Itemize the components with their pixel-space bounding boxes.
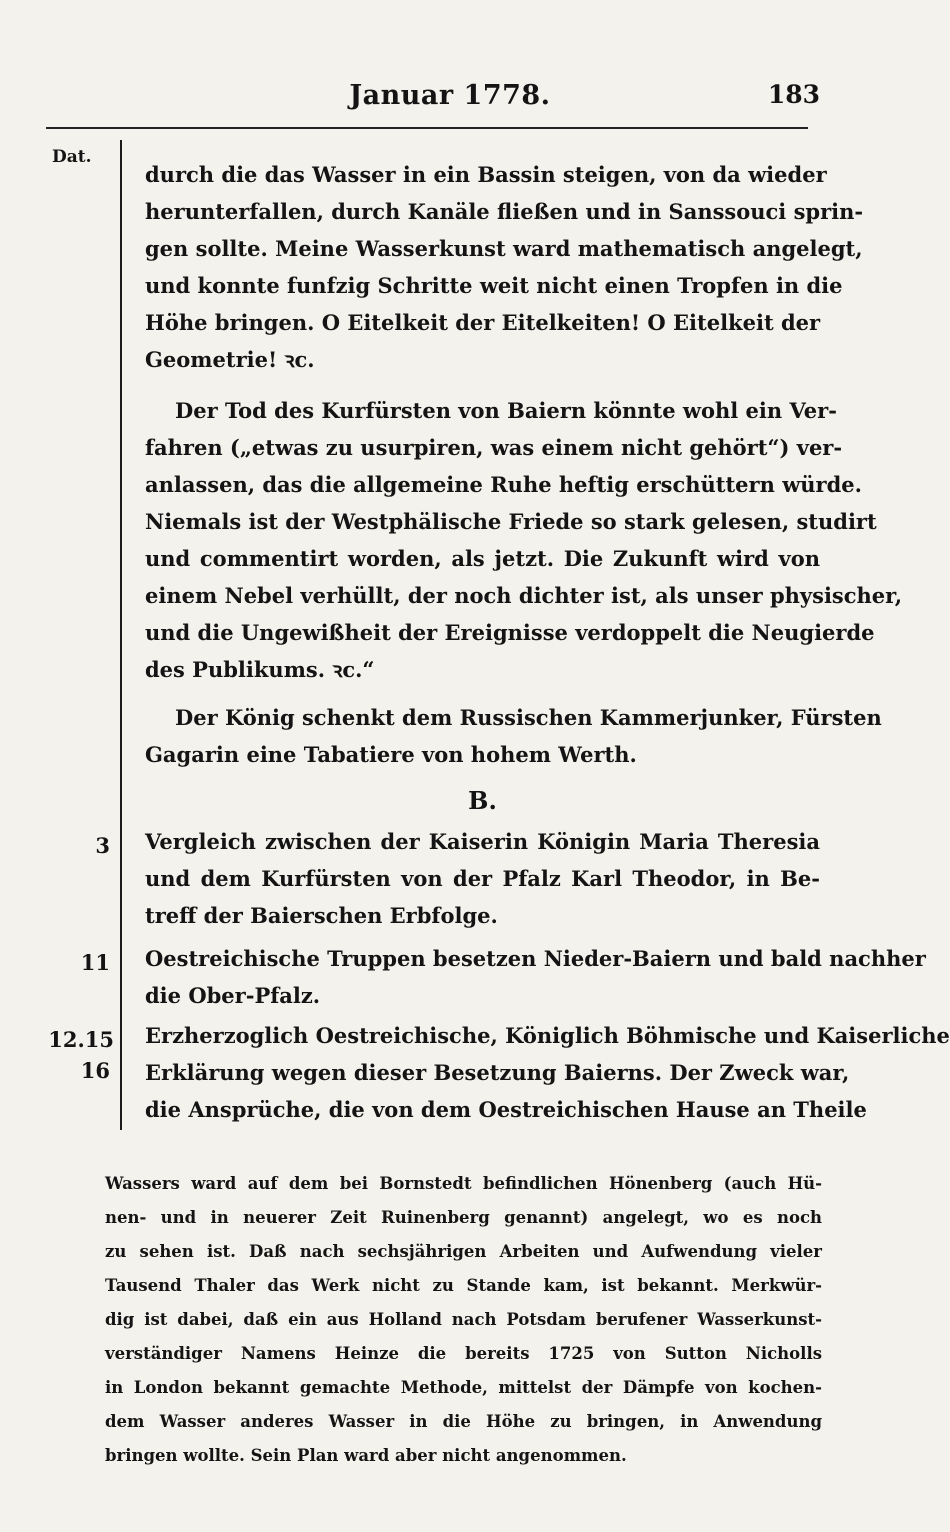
text-line: treff der Baierschen Erbfolge. <box>145 903 498 928</box>
text-line: gen sollte. Meine Wasserkunst ward mathematisch angelegt, <box>145 236 863 261</box>
text-line: fahren („etwas zu usurpiren, was einem nicht gehört“) ver- <box>145 435 843 460</box>
text-line: Niemals ist der Westphälische Friede so stark gelesen, studirt <box>145 509 877 534</box>
footnote-line: dig ist dabei, daß ein aus Holland nach Potsdam berufener Wasserkunst- <box>105 1310 822 1329</box>
page-number: 183 <box>767 80 820 109</box>
text-line: einem Nebel verhüllt, der noch dichter ist, als unser physischer, <box>145 583 903 608</box>
footnote-line: nen- und in neuerer Zeit Ruinenberg genannt) angelegt, wo es noch <box>105 1208 822 1227</box>
text-line: Der Tod des Kurfürsten von Baiern könnte wohl ein Ver- <box>175 398 837 423</box>
header-rule <box>46 127 808 129</box>
text-line: anlassen, das die allgemeine Ruhe heftig erschüttern würde. <box>145 472 862 497</box>
running-header-title: Januar 1778. <box>349 80 551 111</box>
text-line: Vergleich zwischen der Kaiserin Königin Maria Theresia <box>145 829 820 854</box>
text-line: und die Ungewißheit der Ereignisse verdoppelt die Neugierde <box>145 620 875 645</box>
footnote-line: dem Wasser anderes Wasser in die Höhe zu bringen, in Anwendung <box>105 1412 822 1431</box>
entry-date: 3 <box>95 833 110 858</box>
text-line: Geometrie! ꝛc. <box>145 347 315 372</box>
margin-vertical-rule <box>120 140 122 1130</box>
text-line: und dem Kurfürsten von der Pfalz Karl Theodor, in Be- <box>145 866 820 891</box>
entry-date: 12.15 <box>48 1027 114 1052</box>
text-line: die Ober-Pfalz. <box>145 983 321 1008</box>
text-line: Gagarin eine Tabatiere von hohem Werth. <box>145 742 637 767</box>
section-heading: B. <box>468 786 497 815</box>
entry-date-second: 16 <box>80 1058 110 1083</box>
text-line: durch die das Wasser in ein Bassin steigen, von da wieder <box>145 162 827 187</box>
text-line: Erzherzoglich Oestreichische, Königlich Böhmische und Kaiserliche <box>145 1023 950 1048</box>
entry-text <box>145 1017 950 1128</box>
entry-text <box>145 940 926 1014</box>
text-line: die Ansprüche, die von dem Oestreichischen Hause an Theile <box>145 1097 867 1122</box>
text-line: Der König schenkt dem Russischen Kammerjunker, Fürsten <box>175 705 882 730</box>
footnote-line: Wassers ward auf dem bei Bornstedt befindlichen Hönenberg (auch Hü- <box>105 1174 822 1193</box>
text-line: Oestreichische Truppen besetzen Nieder-Baiern und bald nachher <box>145 946 926 971</box>
text-line: und konnte funfzig Schritte weit nicht einen Tropfen in die <box>145 273 843 298</box>
footnote-line: verständiger Namens Heinze die bereits 1725 von Sutton Nicholls <box>105 1344 822 1363</box>
footnote-line: Tausend Thaler das Werk nicht zu Stande kam, ist bekannt. Merkwür- <box>105 1276 822 1295</box>
margin-label-dat: Dat. <box>52 147 92 167</box>
paragraph-koenig <box>145 699 882 773</box>
text-line: des Publikums. ꝛc.“ <box>145 657 375 682</box>
entry-date: 11 <box>80 950 110 975</box>
footnote-line: in London bekannt gemachte Methode, mittelst der Dämpfe von kochen- <box>105 1378 822 1397</box>
text-line: Höhe bringen. O Eitelkeit der Eitelkeiten! O Eitelkeit der <box>145 310 821 335</box>
footnote-line: bringen wollte. Sein Plan ward aber nicht angenommen. <box>105 1446 627 1465</box>
entry-text <box>145 823 820 934</box>
footnote-line: zu sehen ist. Daß nach sechsjährigen Arbeiten und Aufwendung vieler <box>105 1242 822 1261</box>
text-line: und commentirt worden, als jetzt. Die Zukunft wird von <box>145 546 820 571</box>
paragraph-kurfuerst <box>145 392 903 688</box>
paragraph-continuation <box>145 156 864 378</box>
footnote <box>105 1167 822 1473</box>
text-line: Erklärung wegen dieser Besetzung Baierns. Der Zweck war, <box>145 1060 850 1085</box>
text-line: herunterfallen, durch Kanäle fließen und in Sanssouci sprin- <box>145 199 864 224</box>
